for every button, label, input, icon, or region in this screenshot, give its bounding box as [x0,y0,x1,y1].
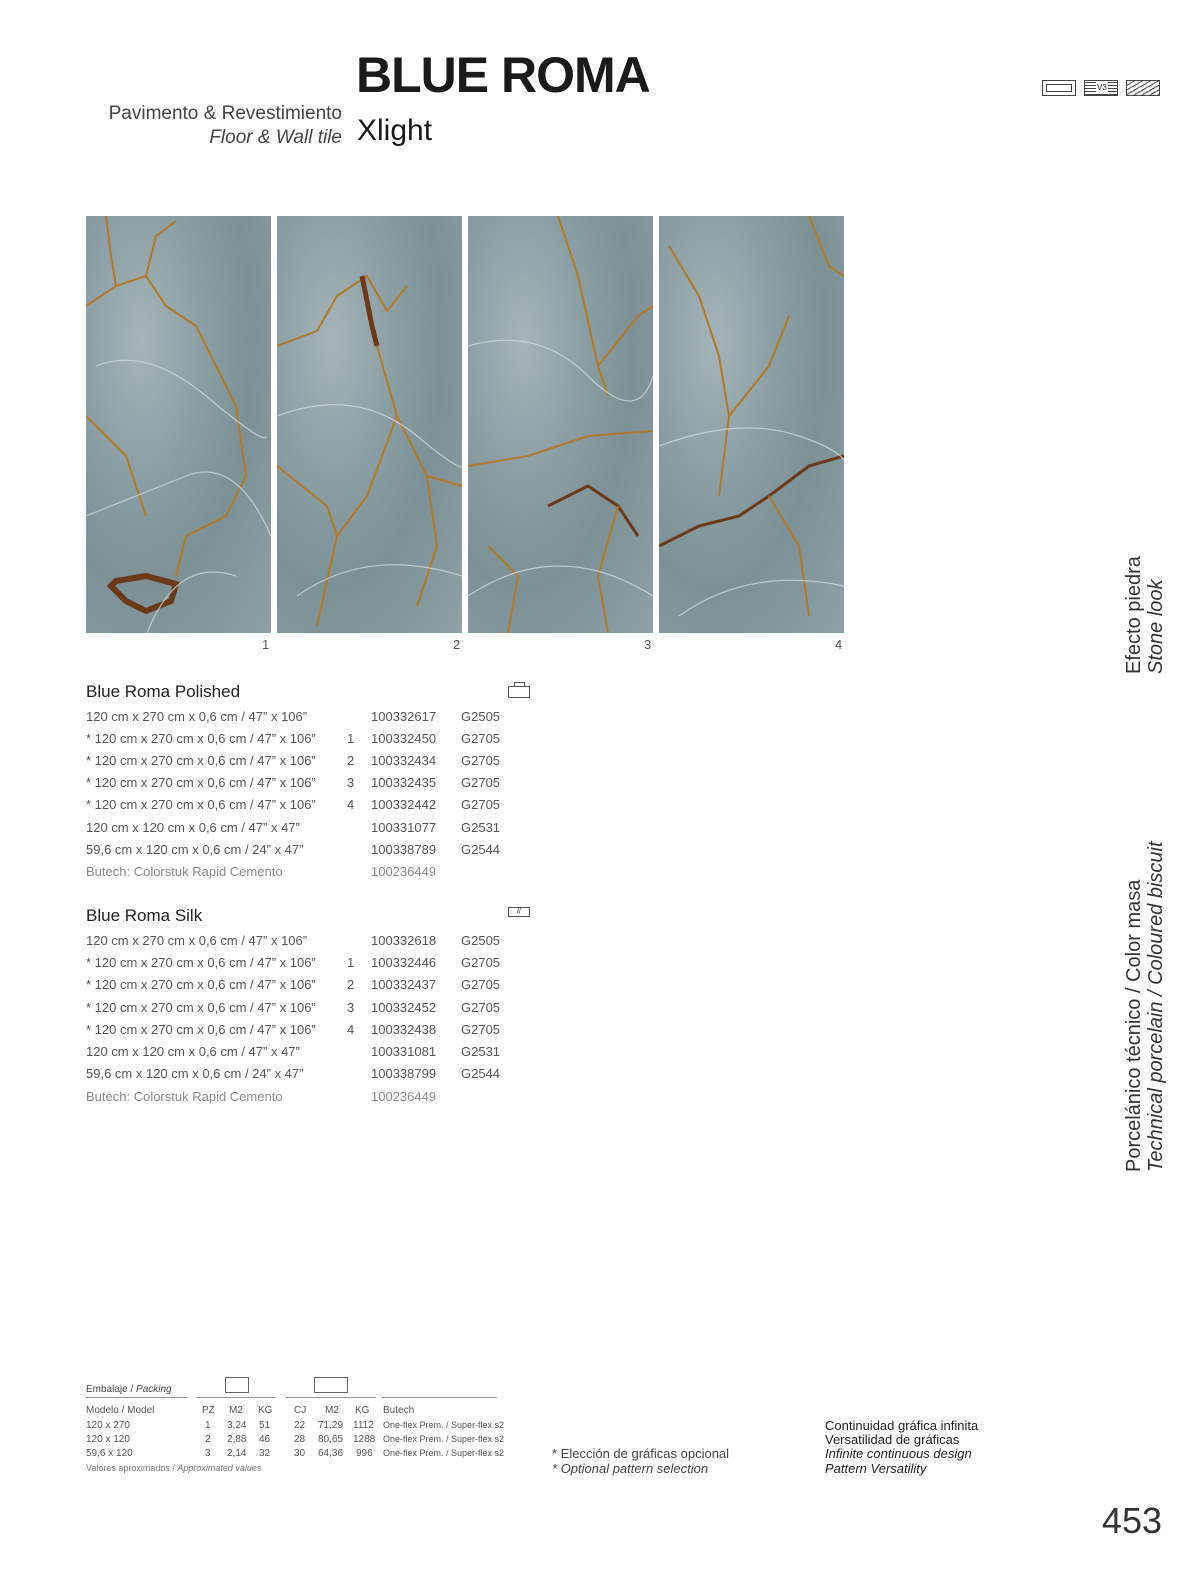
design-note-en-2: Pattern Versatility [825,1461,927,1476]
packing-cell: 120 x 270 [86,1420,130,1431]
table-row: 59,6 cm x 120 cm x 0,6 cm / 24” x 47” 100338799 G2544 [86,1066,501,1081]
slab-number-2: 2 [453,637,461,652]
packing-cell: 59,6 x 120 [86,1448,133,1459]
table-row: * 120 cm x 270 cm x 0,6 cm / 47” x 106” 3 100332435 G2705 [86,775,501,790]
slab-format-icon [1042,80,1076,96]
packing-header: KG [258,1405,273,1416]
effect-label-en: Stone look [1145,579,1167,674]
slab-number-1: 1 [262,637,270,652]
material-label-en: Technical porcelain / Coloured biscuit [1145,841,1167,1172]
slab-image-4 [659,216,844,633]
pattern-note-en: * Optional pattern selection [552,1461,709,1476]
table-row: 120 cm x 120 cm x 0,6 cm / 47” x 47” 100331081 G2531 [86,1044,501,1059]
packing-header: M2 [229,1405,243,1416]
packing-cell: 28 [294,1434,306,1445]
table-row: * 120 cm x 270 cm x 0,6 cm / 47” x 106” 1 100332450 G2705 [86,731,501,746]
slab-image-3 [468,216,653,633]
packing-footnote: Valores aproximados / Approximated values [86,1463,262,1473]
pallet-icon [314,1377,348,1393]
slab-image-1 [86,216,271,633]
packing-divider [86,1397,188,1398]
packing-divider [382,1397,497,1398]
packing-header: KG [355,1405,370,1416]
packing-cell: 3,24 [227,1420,247,1431]
silk-finish-icon: // [508,907,530,917]
effect-label-es: Efecto piedra [1123,556,1145,674]
packing-cell: One-flex Prem. / Super-flex s2 [383,1420,505,1430]
design-note-es-2: Versatilidad de gráficas [825,1432,960,1447]
table-row: * 120 cm x 270 cm x 0,6 cm / 47” x 106” 2 100332437 G2705 [86,977,501,992]
table-row: * 120 cm x 270 cm x 0,6 cm / 47” x 106” 3 100332452 G2705 [86,1000,501,1015]
table-row: 120 cm x 270 cm x 0,6 cm / 47” x 106” 100332617 G2505 [86,709,501,724]
slab-images [86,216,844,633]
packing-cell: 2,14 [227,1448,247,1459]
packing-cell: 1288 [353,1434,376,1445]
pattern-icon [1126,80,1160,96]
material-label-es: Porcelánico técnico / Color masa [1123,879,1145,1172]
box-icon [225,1377,249,1393]
table-row: 59,6 cm x 120 cm x 0,6 cm / 24” x 47” 100338789 G2544 [86,842,501,857]
format-icons [1042,80,1160,96]
packing-cell: 46 [259,1434,271,1445]
packing-divider [196,1397,276,1398]
page-number: 453 [1101,1500,1162,1541]
pattern-note-es: * Elección de gráficas opcional [552,1446,730,1461]
packing-header: M2 [325,1405,339,1416]
table-row: * 120 cm x 270 cm x 0,6 cm / 47” x 106” 1 100332446 G2705 [86,955,501,970]
table-row: 120 cm x 120 cm x 0,6 cm / 47” x 47” 100331077 G2531 [86,820,501,835]
packing-title: Embalaje / Packing [86,1384,172,1395]
packing-cell: 64,36 [318,1448,344,1459]
table-row: 120 cm x 270 cm x 0,6 cm / 47” x 106” 100332618 G2505 [86,933,501,948]
packing-cell: 996 [356,1448,373,1459]
packing-divider [286,1397,376,1398]
slab-image-2 [277,216,462,633]
packing-cell: 120 x 120 [86,1434,130,1445]
design-note-es-1: Continuidad gráfica infinita [825,1418,979,1433]
packing-header: CJ [294,1405,307,1416]
packing-cell: 71,29 [318,1420,344,1431]
packing-cell: One-flex Prem. / Super-flex s2 [383,1434,505,1444]
packing-cell: 3 [205,1448,211,1459]
category-spanish: Pavimento & Revestimiento [108,103,342,124]
packing-cell: 1112 [353,1420,374,1431]
slab-number-4: 4 [835,637,843,652]
slab-number-3: 3 [644,637,652,652]
table-row: * 120 cm x 270 cm x 0,6 cm / 47” x 106” 2 100332434 G2705 [86,753,501,768]
packing-header: Modelo / Model [86,1405,155,1416]
packing-header: PZ [202,1405,215,1416]
product-title: BLUE ROMA [356,47,650,103]
packing-cell: 80,65 [318,1434,344,1445]
polished-finish-icon [508,686,530,698]
packing-cell: 1 [205,1420,211,1431]
packing-cell: 22 [294,1420,306,1431]
design-note-en-1: Infinite continuous design [825,1446,972,1461]
category-english: Floor & Wall tile [209,127,342,148]
butech-row: Butech: Colorstuk Rapid Cemento 100236449 [86,864,437,879]
table-row: * 120 cm x 270 cm x 0,6 cm / 47” x 106” 4 100332442 G2705 [86,797,501,812]
packing-cell: 32 [259,1448,271,1459]
polished-title: Blue Roma Polished [86,682,241,701]
packing-header: Butech [383,1405,415,1416]
silk-title: Blue Roma Silk [86,906,203,925]
packing-cell: One-flex Prem. / Super-flex s2 [383,1448,505,1458]
collection-subtitle: Xlight [357,114,433,147]
packing-cell: 51 [259,1420,271,1431]
table-row: * 120 cm x 270 cm x 0,6 cm / 47” x 106” 4 100332438 G2705 [86,1022,501,1037]
packing-cell: 30 [294,1448,306,1459]
butech-row: Butech: Colorstuk Rapid Cemento 100236449 [86,1089,437,1104]
packing-cell: 2 [205,1434,211,1445]
v3-variation-icon: V3 [1084,80,1118,96]
packing-cell: 2,88 [227,1434,247,1445]
